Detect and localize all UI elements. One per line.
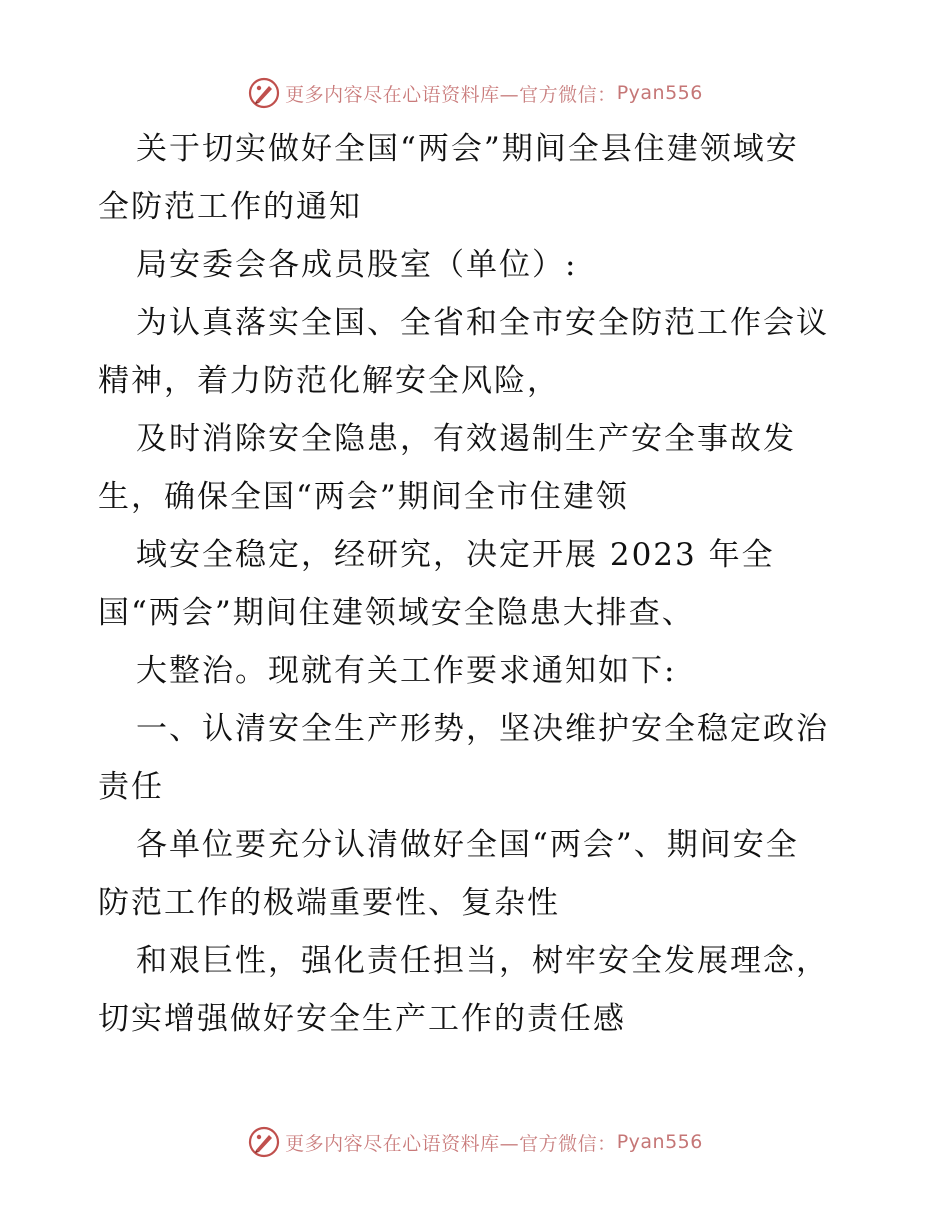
doc-line: 全防范工作的通知 xyxy=(98,189,362,225)
doc-line: 精神，着力防范化解安全风险， xyxy=(98,363,560,399)
watermark-site-text: 更多内容尽在心语资料库 xyxy=(285,83,500,106)
watermark-site-text: 更多内容尽在心语资料库 xyxy=(285,1132,500,1155)
watermark-wechat-label: —官方微信： xyxy=(499,1132,617,1155)
doc-line: 各单位要充分认清做好全国“两会”、期间安全 xyxy=(136,827,799,863)
header-watermark xyxy=(0,76,950,110)
doc-line: 一、认清安全生产形势，坚决维护安全稳定政治 xyxy=(136,711,829,747)
watermark-wechat-label: —官方微信： xyxy=(499,83,617,106)
doc-line: 防范工作的极端重要性、复杂性 xyxy=(98,885,560,921)
watermark-wechat-id: Pyan556 xyxy=(616,82,703,104)
doc-line: 及时消除安全隐患，有效遏制生产安全事故发 xyxy=(136,421,796,457)
doc-line: 域安全稳定，经研究，决定开展 2023 年全 xyxy=(136,537,775,573)
footer-watermark xyxy=(0,1125,950,1159)
document-body xyxy=(98,120,858,1048)
doc-line: 大整治。现就有关工作要求通知如下: xyxy=(136,653,677,689)
doc-line: 国“两会”期间住建领域安全隐患大排查、 xyxy=(98,595,695,631)
pen-logo-icon xyxy=(247,76,281,110)
doc-line: 生，确保全国“两会”期间全市住建领 xyxy=(98,479,629,515)
watermark-wechat-id: Pyan556 xyxy=(616,1131,703,1153)
doc-line: 关于切实做好全国“两会”期间全县住建领域安 xyxy=(136,131,799,167)
doc-line: 和艰巨性，强化责任担当，树牢安全发展理念， xyxy=(136,943,829,979)
doc-line: 为认真落实全国、全省和全市安全防范工作会议 xyxy=(136,305,829,341)
doc-line: 切实增强做好安全生产工作的责任感 xyxy=(98,1001,626,1037)
doc-line: 责任 xyxy=(98,769,164,805)
doc-line: 局安委会各成员股室（单位）: xyxy=(136,247,578,283)
pen-logo-icon xyxy=(247,1125,281,1159)
